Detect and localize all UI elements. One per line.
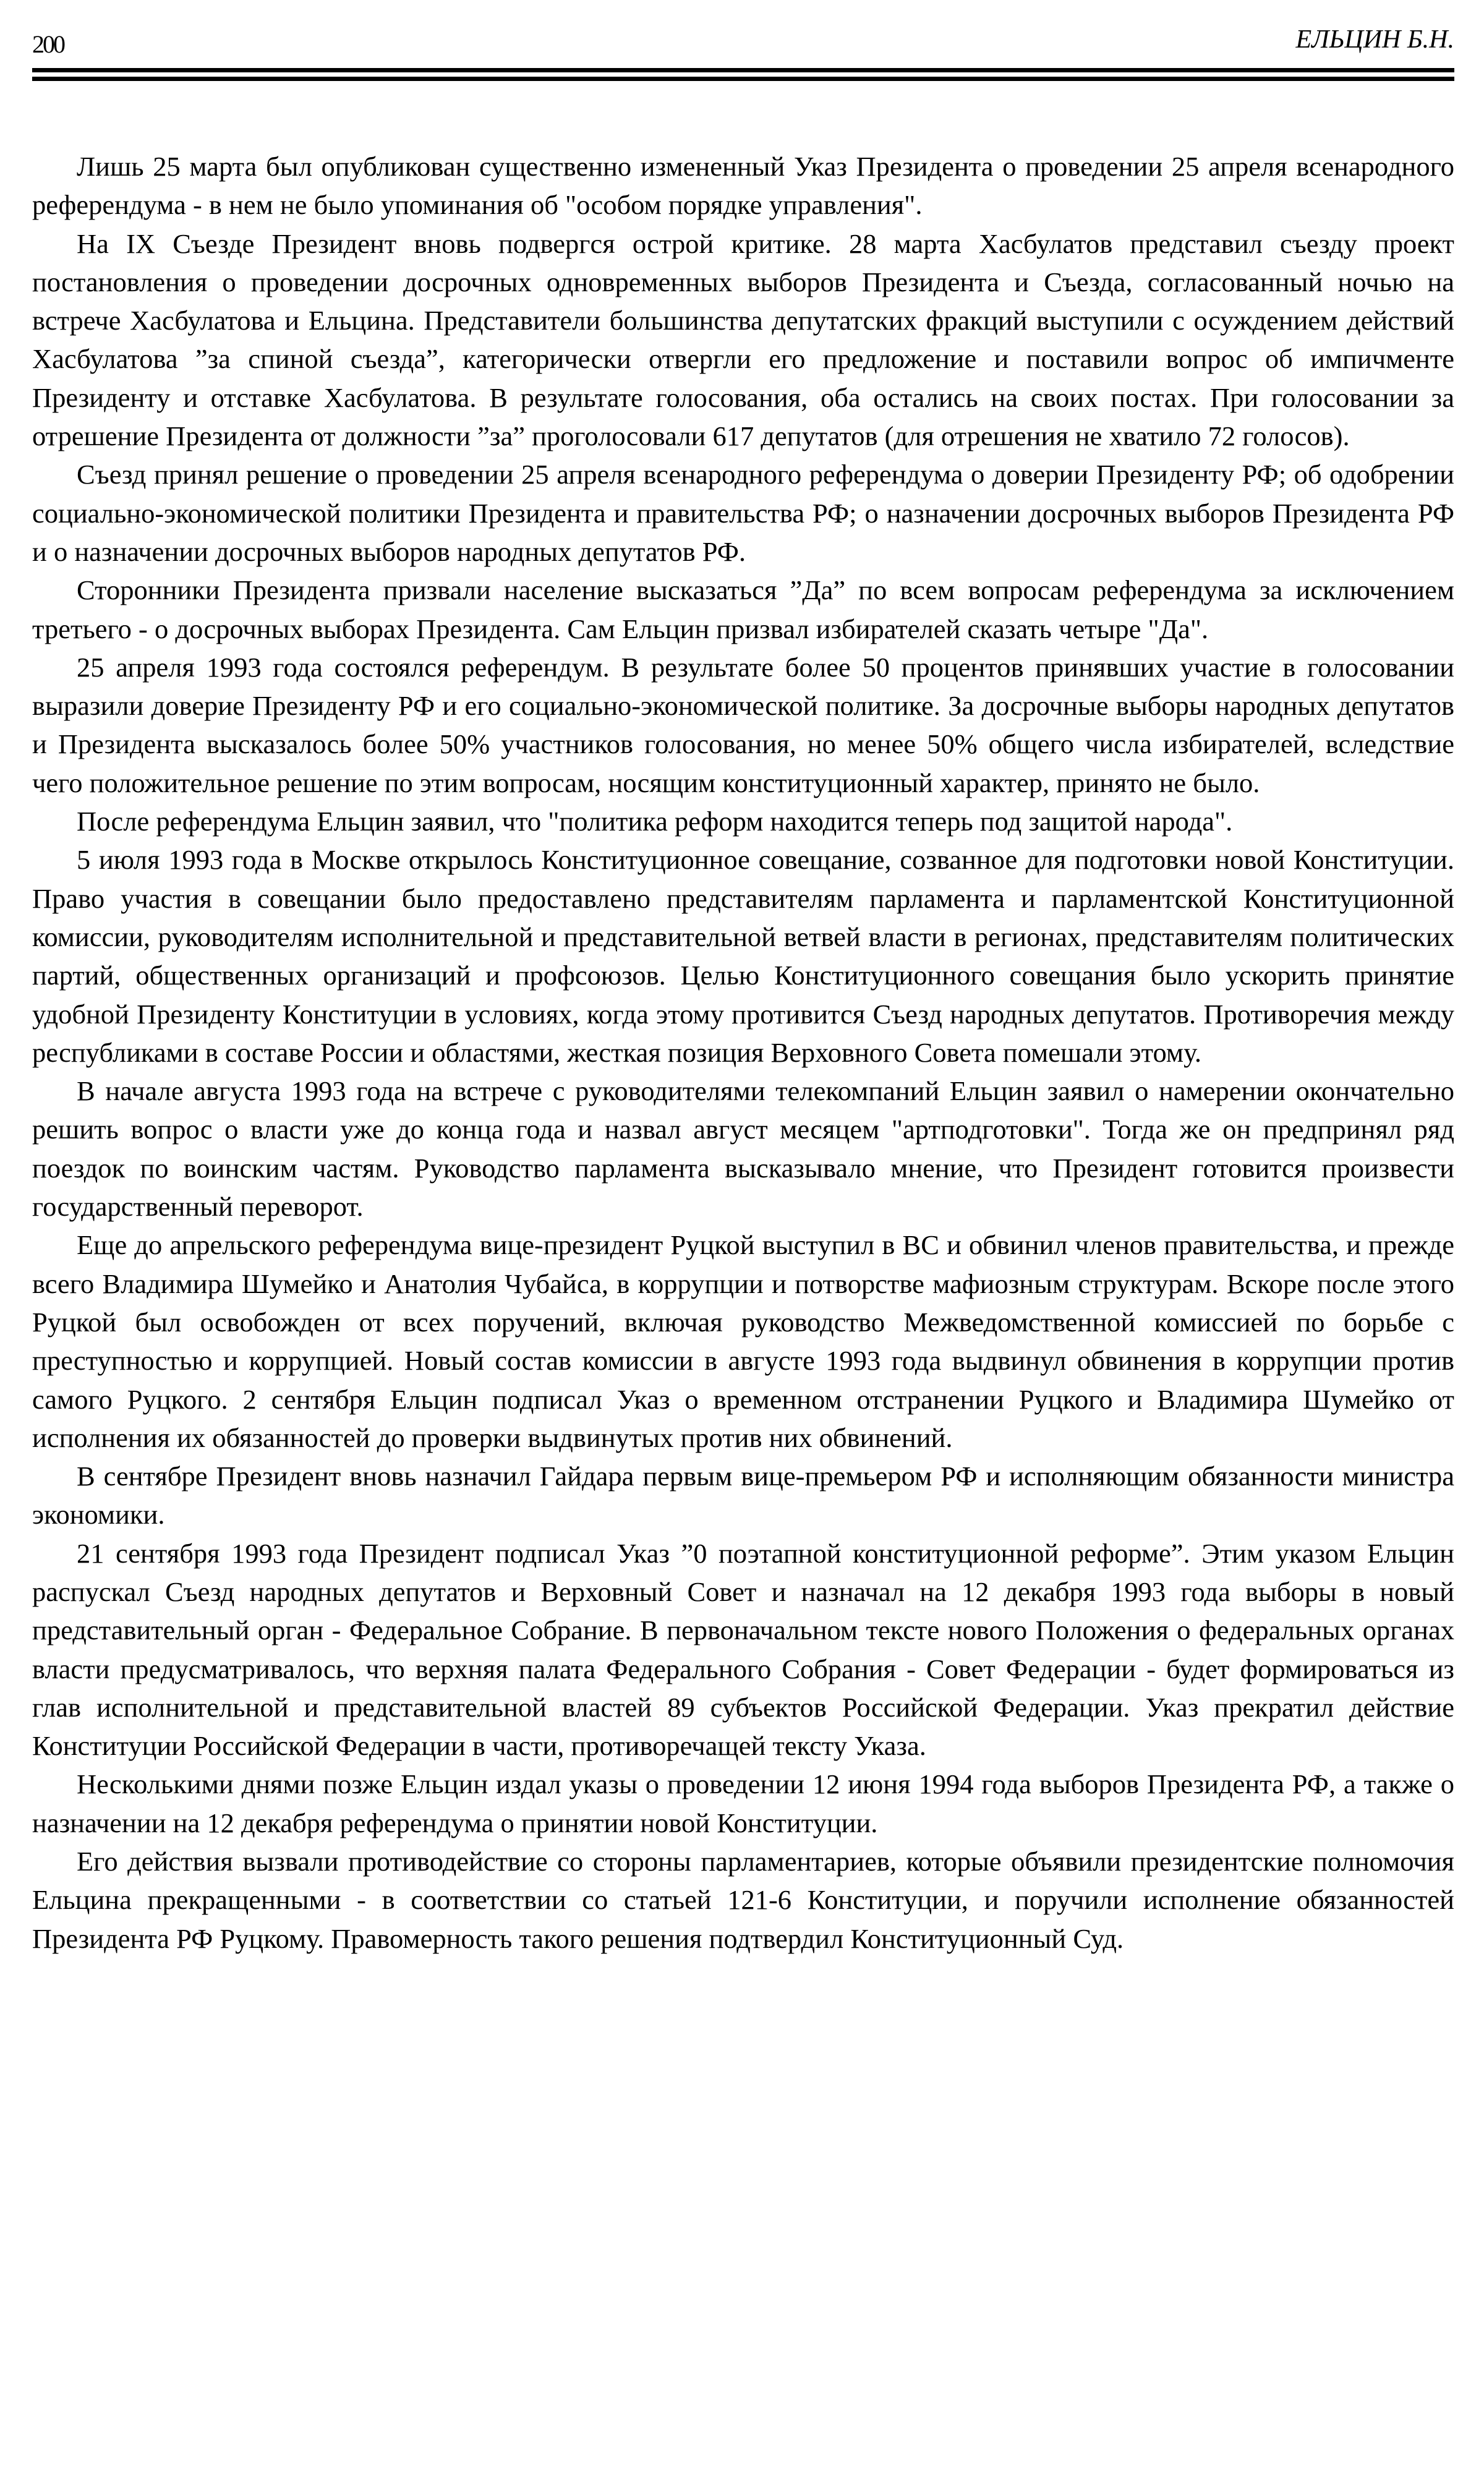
paragraph: Сторонники Президента призвали население высказаться ”Да” по всем вопросам референдума за исключением третьего - о досрочных выборах Президента. Сам Ельцин призвал избирателей сказать четыре "Да". bbox=[32, 574, 1454, 644]
page-number: 200 bbox=[32, 30, 64, 58]
paragraph: После референдума Ельцин заявил, что "политика реформ находится теперь под защитой народа". bbox=[77, 806, 1233, 837]
header-rule-top bbox=[32, 68, 1454, 72]
paragraph: На IX Съезде Президент вновь подвергся острой критике. 28 марта Хасбулатов представил съезду проект постановления о проведении досрочных одновременных выборов Президента и Съезда, согласованный ночью на встрече Хасбулатова и Ельцина. Представители большинства депутатских фракций выступили с осуждением действий Хасбулатова ”за спиной съезда”, категорически отвергли его предложение и поставили вопрос об импичменте Президенту и отставке Хасбулатова. В результате голосования, оба остались на своих постах. При голосовании за отрешение Президента от должности ”за” проголосовали 617 депутатов (для отрешения не хватило 72 голосов). bbox=[32, 228, 1454, 452]
paragraph: В начале августа 1993 года на встрече с руководителями телекомпаний Ельцин заявил о намерении окончательно решить вопрос о власти уже до конца года и назвал август месяцем "артподготовки". Тогда же он предпринял ряд поездок по воинским частям. Руководство парламента высказывало мнение, что Президент готовится произвести государственный переворот. bbox=[32, 1075, 1454, 1223]
header-rule-bottom bbox=[32, 77, 1454, 81]
paragraph: Его действия вызвали противодействие со стороны парламентариев, которые объявили президентские полномочия Ельцина прекращенными - в соответствии со статьей 121-6 Конституции, и поручили исполнение обязанностей Президента РФ Руцкому. Правомерность такого решения подтвердил Конституционный Суд. bbox=[32, 1846, 1454, 1954]
paragraph: 21 сентября 1993 года Президент подписал Указ ”0 поэтапной конституционной реформе”. Этим указом Ельцин распускал Съезд народных депутатов и Верховный Совет и назначал на 12 декабря 1993 года выборы в новый представительный орган - Федеральное Собрание. В первоначальном тексте нового Положения о федеральных органах власти предусматривалось, что верхняя палата Федерального Собрания - Совет Федерации - будет формироваться из глав исполнительной и представительной властей 89 субъектов Российской Федерации. Указ прекратил действие Конституции Российской Федерации в части, противоречащей тексту Указа. bbox=[32, 1537, 1454, 1762]
paragraph: Несколькими днями позже Ельцин издал указы о проведении 12 июня 1994 года выборов Президента РФ, а также о назначении на 12 декабря референдума о принятии новой Конституции. bbox=[32, 1769, 1454, 1838]
body-text bbox=[32, 147, 1454, 1958]
running-title: ЕЛЬЦИН Б.Н. bbox=[1295, 25, 1454, 54]
paragraph: 5 июля 1993 года в Москве открылось Конституционное совещание, созванное для подготовки новой Конституции. Право участия в совещании было предоставлено представителям парламента и парламентской Конституционной комиссии, руководителям исполнительной и представительной ветвей власти в регионах, представителям политических партий, общественных организаций и профсоюзов. Целью Конституционного совещания было ускорить принятие удобной Президенту Конституции в условиях, когда этому противится Съезд народных депутатов. Противоречия между республиками в составе России и областями, жесткая позиция Верховного Совета помешали этому. bbox=[32, 844, 1454, 1068]
paragraph: 25 апреля 1993 года состоялся референдум. В результате более 50 процентов принявших участие в голосовании выразили доверие Президенту РФ и его социально-экономической политике. За досрочные выборы народных депутатов и Президента высказалось более 50% участников голосования, но менее 50% общего числа избирателей, вследствие чего положительное решение по этим вопросам, носящим конституционный характер, принято не было. bbox=[32, 651, 1454, 798]
paragraph: Лишь 25 марта был опубликован существенно измененный Указ Президента о проведении 25 апреля всенародного референдума - в нем не было упоминания об "особом порядке управления". bbox=[32, 151, 1454, 221]
paragraph: Еще до апрельского референдума вице-президент Руцкой выступил в ВС и обвинил членов правительства, и прежде всего Владимира Шумейко и Анатолия Чубайса, в коррупции и потворстве мафиозным структурам. Вскоре после этого Руцкой был освобожден от всех поручений, включая руководство Межведомственной комиссией по борьбе с преступностью и коррупцией. Новый состав комиссии в августе 1993 года выдвинул обвинения в коррупции против самого Руцкого. 2 сентября Ельцин подписал Указ о временном отстранении Руцкого и Владимира Шумейко от исполнения их обязанностей до проверки выдвинутых против них обвинений. bbox=[32, 1229, 1454, 1453]
paragraph: Съезд принял решение о проведении 25 апреля всенародного референдума о доверии Президенту РФ; об одобрении социально-экономической политики Президента и правительства РФ; о назначении досрочных выборов Президента РФ и о назначении досрочных выборов народных депутатов РФ. bbox=[32, 459, 1454, 567]
paragraph: В сентябре Президент вновь назначил Гайдара первым вице-премьером РФ и исполняющим обязанности министра экономики. bbox=[32, 1461, 1454, 1530]
